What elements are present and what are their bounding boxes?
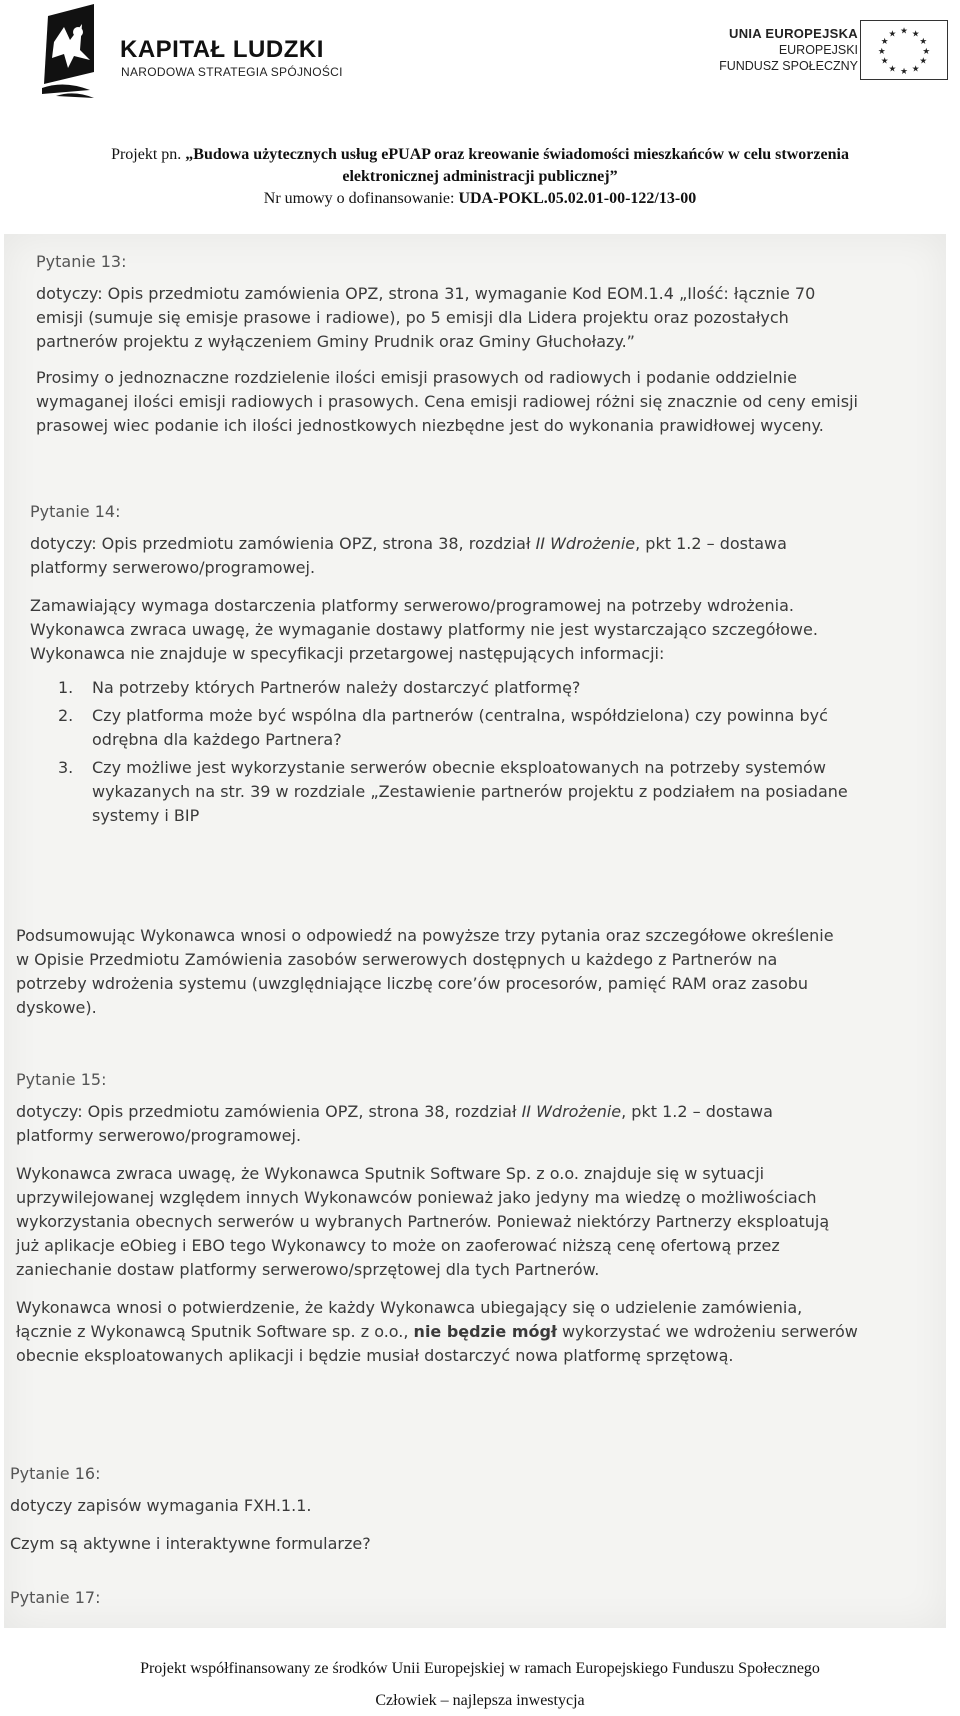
subject-section: II Wdrożenie bbox=[521, 1102, 622, 1121]
summary-text: potrzeby wdrożenia systemu (uwzględniające liczbę core’ów procesorów, pamięć RAM oraz zasobu bbox=[16, 974, 809, 993]
svg-text:★: ★ bbox=[880, 37, 889, 48]
request-emphasis: nie będzie mógł bbox=[413, 1322, 557, 1341]
question-16 bbox=[10, 1462, 916, 1556]
footer-cofinancing: Projekt współfinansowany ze środków Unii Europejskiej w ramach Europejskiego Funduszu Społecznego bbox=[140, 1660, 820, 1677]
svg-text:★: ★ bbox=[877, 46, 886, 57]
list-item bbox=[58, 676, 916, 700]
eu-logo-line1: UNIA EUROPEJSKA bbox=[729, 26, 858, 41]
question-subject: partnerów projektu z wyłączeniem Gminy Prudnik oraz Gminy Głuchołazy.” bbox=[36, 332, 635, 351]
list-text: wykazanych na str. 39 w rozdziale „Zestawienie partnerów projektu z podziałem na posiadane bbox=[92, 782, 848, 801]
question-14 bbox=[30, 500, 916, 828]
svg-text:★: ★ bbox=[900, 67, 908, 78]
subject-text: , pkt 1.2 – dostawa bbox=[621, 1102, 773, 1121]
logo-subtitle: NARODOWA STRATEGIA SPÓJNOŚCI bbox=[121, 65, 343, 79]
list-number: 2. bbox=[58, 706, 74, 725]
svg-text:★: ★ bbox=[919, 37, 928, 48]
question-body: uprzywilejowanej względem innych Wykonawców ponieważ jako jedyny ma wiedzę o możliwościach bbox=[16, 1188, 817, 1207]
question-label: Pytanie 17: bbox=[10, 1588, 101, 1607]
svg-text:★: ★ bbox=[880, 56, 889, 67]
question-subject bbox=[30, 532, 916, 556]
project-header bbox=[0, 144, 960, 210]
question-label: Pytanie 13: bbox=[36, 252, 127, 271]
eu-logo-line2: EUROPEJSKI bbox=[778, 43, 858, 57]
question-13 bbox=[36, 250, 916, 438]
kapital-ludzki-emblem-icon bbox=[34, 2, 126, 100]
svg-text:★: ★ bbox=[922, 46, 931, 57]
question-15 bbox=[16, 1068, 916, 1368]
question-label: Pytanie 16: bbox=[10, 1464, 101, 1483]
contract-prefix: Nr umowy o dofinansowanie: bbox=[263, 190, 459, 207]
question-body: Wykonawca zwraca uwagę, że wymaganie dostawy platformy nie jest wystarczająco szczegółowe. bbox=[30, 620, 818, 639]
question-body: wykorzystania obecnych serwerów u wybranych Partnerów. Ponieważ niektórzy Partnerzy eksploatują bbox=[16, 1212, 830, 1231]
eu-flag-icon bbox=[860, 20, 948, 80]
question-body: Wykonawca nie znajduje w specyfikacji przetargowej następujących informacji: bbox=[30, 644, 665, 663]
summary-text: Podsumowując Wykonawca wnosi o odpowiedź na powyższe trzy pytania oraz szczegółowe określenie bbox=[16, 926, 834, 945]
question-request: Wykonawca wnosi o potwierdzenie, że każdy Wykonawca ubiegający się o udzielenie zamówienia, bbox=[16, 1298, 803, 1317]
question-request: obecnie eksploatowanych aplikacji i będzie musiał dostarczyć nowa platformę sprzętową. bbox=[16, 1346, 734, 1365]
request-text: wykorzystać we wdrożeniu serwerów bbox=[556, 1322, 858, 1341]
question-request bbox=[16, 1320, 916, 1344]
question-subject: platformy serwerowo/programowej. bbox=[30, 558, 316, 577]
eu-logo-line3: FUNDUSZ SPOŁECZNY bbox=[719, 59, 858, 73]
question-list bbox=[30, 676, 916, 828]
question-body: Czym są aktywne i interaktywne formularze? bbox=[10, 1534, 371, 1553]
question-body: Zamawiający wymaga dostarczenia platformy serwerowo/programowej na potrzeby wdrożenia. bbox=[30, 596, 794, 615]
list-number: 1. bbox=[58, 678, 74, 697]
project-title-line2 bbox=[0, 166, 960, 188]
contract-line bbox=[0, 188, 960, 210]
summary-text: w Opisie Przedmiotu Zamówienia zasobów serwerowych dostępnych u każdego z Partnerów na bbox=[16, 950, 778, 969]
question-label: Pytanie 14: bbox=[30, 502, 121, 521]
subject-text: , pkt 1.2 – dostawa bbox=[635, 534, 787, 553]
question-body: wymaganej ilości emisji radiowych i prasowych. Cena emisji radiowej różni się znacznie od ceny emisji bbox=[36, 392, 858, 411]
request-text: łącznie z Wykonawcą Sputnik Software sp. z o.o., bbox=[16, 1322, 414, 1341]
question-body: prasowej wiec podanie ich ilości jednostkowych niezbędne jest do wykonania prawidłowej wyceny. bbox=[36, 416, 824, 435]
question-label: Pytanie 15: bbox=[16, 1070, 107, 1089]
question-body: zaniechanie dostaw platformy serwerowo/sprzętowej dla tych Partnerów. bbox=[16, 1260, 600, 1279]
scanned-page bbox=[4, 234, 946, 1628]
subject-text: dotyczy: Opis przedmiotu zamówienia OPZ, strona 38, rozdział bbox=[16, 1102, 522, 1121]
question-subject: platformy serwerowo/programowej. bbox=[16, 1126, 302, 1145]
question-17 bbox=[10, 1586, 916, 1610]
question-subject bbox=[16, 1100, 916, 1124]
logo-title: KAPITAŁ LUDZKI bbox=[120, 36, 324, 63]
question-body: Prosimy o jednoznaczne rozdzielenie ilości emisji prasowych od radiowych i podanie oddzielnie bbox=[36, 368, 797, 387]
project-title-line1 bbox=[0, 144, 960, 166]
kapital-ludzki-logo bbox=[30, 2, 350, 100]
svg-text:★: ★ bbox=[911, 64, 920, 75]
list-item bbox=[58, 704, 916, 752]
question-subject: dotyczy: Opis przedmiotu zamówienia OPZ, strona 31, wymaganie Kod EOM.1.4 „Ilość: łącznie 70 bbox=[36, 284, 816, 303]
project-title-1: „Budowa użytecznych usług ePUAP oraz kreowanie świadomości mieszkańców w celu stworzenia bbox=[185, 146, 849, 163]
subject-text: dotyczy: Opis przedmiotu zamówienia OPZ, strona 38, rozdział bbox=[30, 534, 536, 553]
question-body: już aplikacje eObieg i EBO tego Wykonawcy to może on zaoferować niższą cenę ofertową przez bbox=[16, 1236, 780, 1255]
summary-text: dyskowe). bbox=[16, 998, 97, 1017]
list-text: Czy możliwe jest wykorzystanie serwerów obecnie eksploatowanych na potrzeby systemów bbox=[92, 758, 826, 777]
list-text: odrębna dla każdego Partnera? bbox=[92, 730, 342, 749]
svg-text:★: ★ bbox=[888, 29, 897, 40]
subject-section: II Wdrożenie bbox=[535, 534, 636, 553]
footer-slogan: Człowiek – najlepsza inwestycja bbox=[375, 1692, 585, 1709]
project-title-2: elektronicznej administracji publicznej” bbox=[342, 168, 618, 185]
svg-text:★: ★ bbox=[911, 29, 920, 40]
list-text: systemy i BIP bbox=[92, 806, 200, 825]
list-text: Na potrzeby których Partnerów należy dostarczyć platformę? bbox=[92, 678, 581, 697]
list-number: 3. bbox=[58, 758, 74, 777]
list-item bbox=[58, 756, 916, 828]
question-subject: dotyczy zapisów wymagania FXH.1.1. bbox=[10, 1496, 312, 1515]
eu-logo-text bbox=[719, 26, 858, 74]
svg-text:★: ★ bbox=[900, 26, 908, 37]
list-text: Czy platforma może być wspólna dla partnerów (centralna, współdzielona) czy powinna być bbox=[92, 706, 828, 725]
question-subject: emisji (sumuje się emisje prasowe i radiowe), po 5 emisji dla Lidera projektu oraz pozostałych bbox=[36, 308, 789, 327]
svg-text:★: ★ bbox=[919, 56, 928, 67]
project-prefix: Projekt pn. bbox=[111, 146, 186, 163]
question-14-summary bbox=[16, 924, 916, 1020]
question-body: Wykonawca zwraca uwagę, że Wykonawca Sputnik Software Sp. z o.o. znajduje się w sytuacji bbox=[16, 1164, 765, 1183]
svg-text:★: ★ bbox=[888, 64, 897, 75]
eu-logo bbox=[694, 18, 954, 84]
contract-number: UDA-POKL.05.02.01-00-122/13-00 bbox=[458, 190, 697, 207]
